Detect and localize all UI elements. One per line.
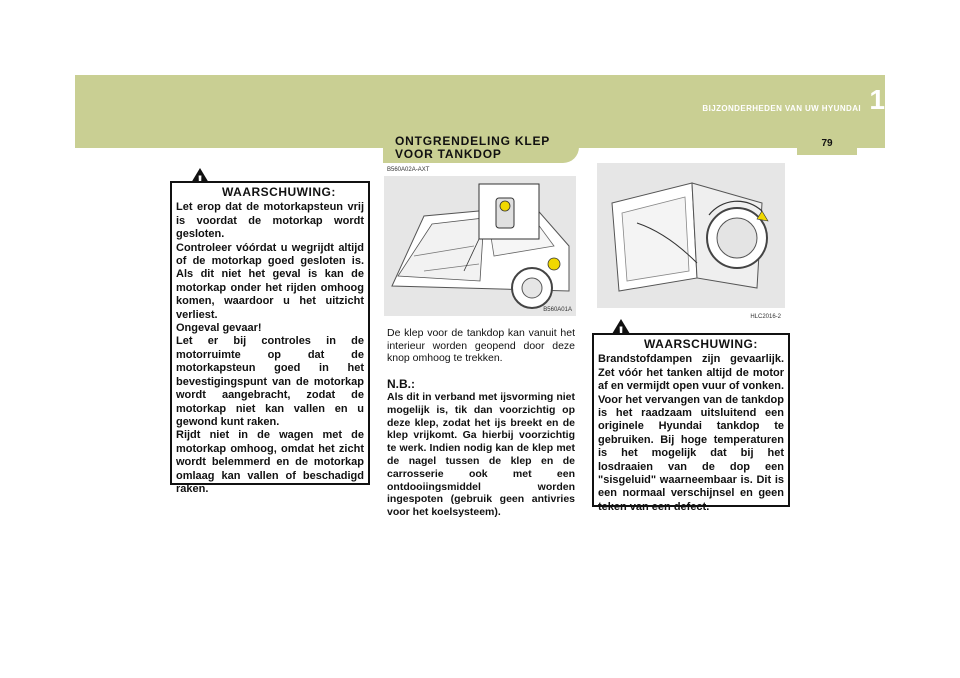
chapter-number: 1 [869,84,885,115]
note-text: Als dit in verband met ijsvorming niet mogelijk is, tik dan voorzichtig op deze klep, zodat het ijs breekt en de klep vrijkomt. Ga hierbij voorzichtig te werk. Indien nodig kan de klep met de nagel tussen de klep en de carrosserie ook met een ontdooiingsmiddel worden ingespoten (gebruik geen antivries voor het koelsysteem). [387,391,575,519]
section-title: ONTGRENDELING KLEP VOOR TANKDOP [395,134,551,161]
left-warning-text: Let erop dat de motorkapsteun vrij is voordat de motorkap wordt gesloten. Controleer vóórdat u wegrijdt altijd of de motorkap goed gesloten is. Als dit niet het geval is kan de motorkap onder het rijden omhoog komen, waardoor u het uitzicht verliest. Ongeval gevaar! Let er bij controles in de motorruimte op dat de motorkapsteun goed in het bevestigingspunt van de motorkap wordt aangebracht, zodat de motorkap niet kan vallen en u gewond kunt raken. Rijdt niet in de wagen met de motorkap omhoog, omdat het zicht wordt belemmerd en de motorkap omlaag kan vallen of beschadigd raken. [176,201,364,495]
right-warning-text: Brandstofdampen zijn gevaarlijk. Zet vóór het tanken altijd de motor af en vermijdt open vuur of vonken. Voor het vervangen van de tankdop is het raadzaam uitsluitend een originele Hyundai tankdop te gebruiken. Bij hoge temperaturen is het mogelijk dat bij het losdraaien van de dop een "sisgeluid" waarneembaar is. Dit is een normaal verschijnsel en geen teken van een defect. [598,353,784,513]
section-ref-code: B560A02A-AXT [387,167,430,173]
page-number: 79 [821,138,833,149]
right-figure-label: HLC2016-2 [750,314,781,320]
section-body-text: De klep voor de tankdop kan vanuit het interieur worden geopend door deze knop omhoog te trekken. [387,327,575,365]
left-warning-box [170,181,370,495]
right-warning-box [592,333,790,513]
car-interior-illustration [384,176,576,316]
left-warning-title: WAARSCHUWING: [222,185,336,199]
chapter-title: BIJZONDERHEDEN VAN UW HYUNDAI [702,104,861,113]
note-title: N.B.: [387,377,415,391]
fuel-cap-illustration [597,163,785,308]
fuel-door-release-figure [384,176,576,316]
right-warning-title: WAARSCHUWING: [644,337,758,351]
figure-label: B560A01A [543,307,572,313]
fuel-cap-figure [597,163,785,320]
